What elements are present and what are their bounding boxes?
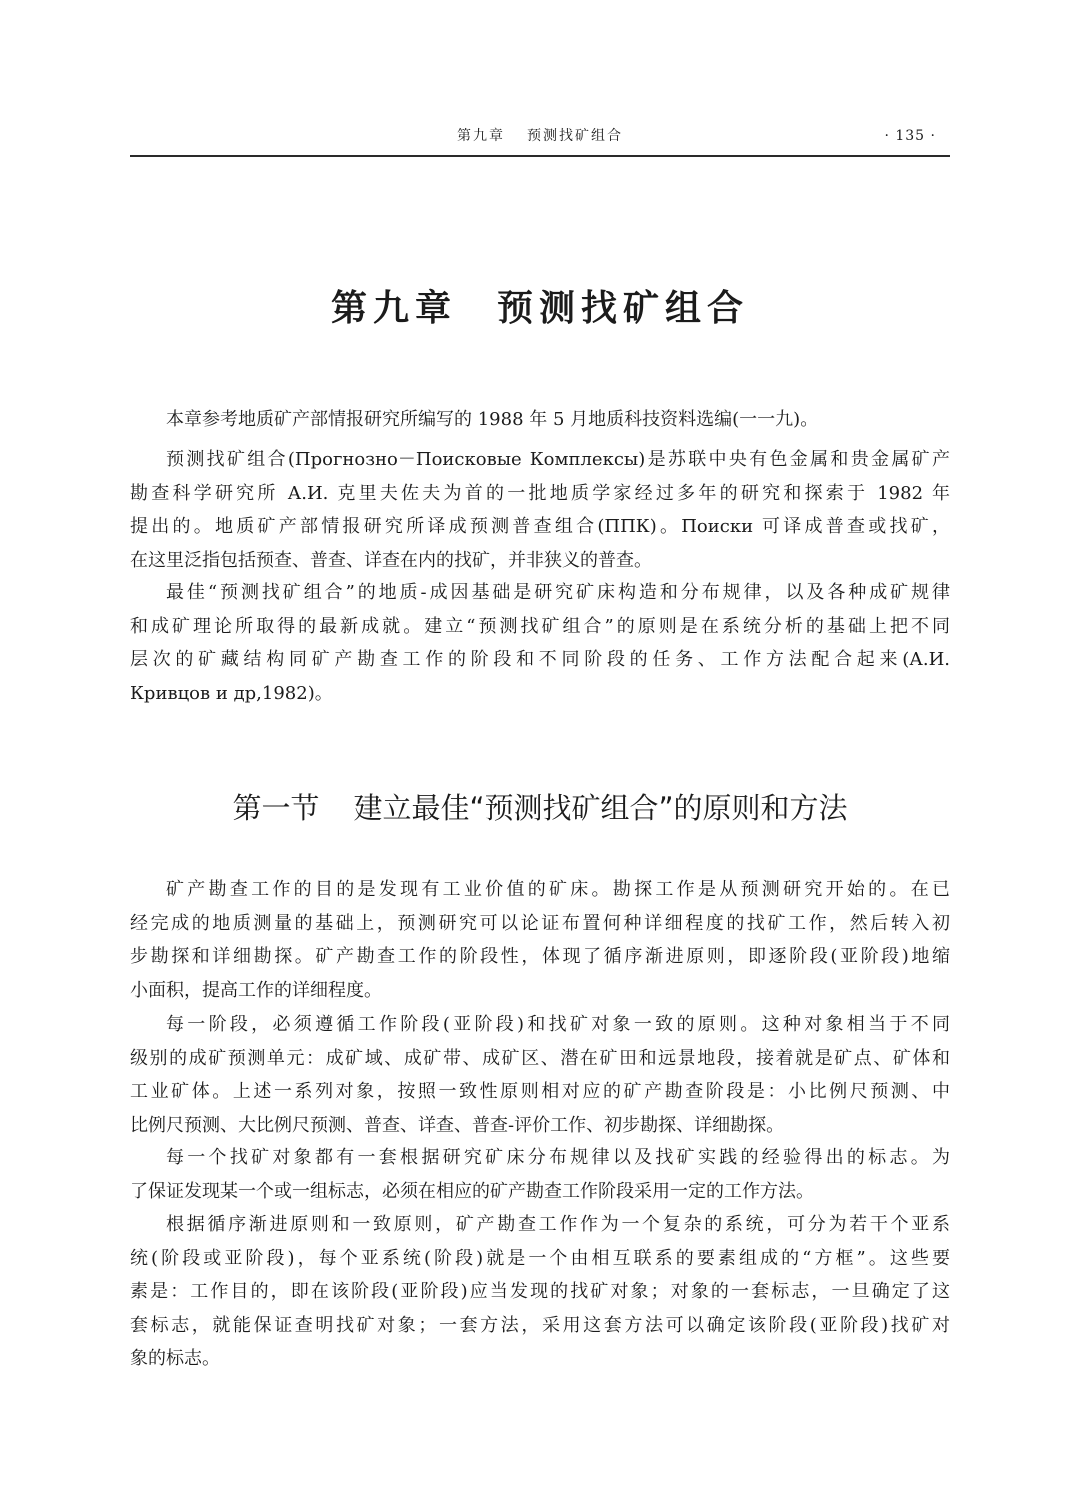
paragraph-line: 本章参考地质矿产部情报研究所编写的 1988 年 5 月地质科技资料选编(一一九)。 — [166, 409, 819, 430]
paragraph — [130, 403, 950, 437]
paragraph-line: 在这里泛指包括预查、普查、详查在内的找矿，并非狭义的普查。 — [130, 549, 652, 571]
paragraph-line: 比例尺预测、大比例尺预测、普查、详查、普查-评价工作、初步勘探、详细勘探。 — [130, 1114, 785, 1136]
paragraph — [130, 576, 950, 710]
running-header-title — [130, 124, 950, 148]
paragraph — [130, 443, 950, 577]
paragraph-line: 工业矿体。上述一系列对象，按照一致性原则相对应的矿产勘查阶段是：小比例尺预测、中 — [130, 1081, 950, 1103]
paragraph-line: 素是：工作目的，即在该阶段(亚阶段)应当发现的找矿对象；对象的一套标志，一旦确定了这 — [130, 1281, 950, 1303]
paragraph-line: 和成矿理论所取得的最新成就。建立“预测找矿组合”的原则是在系统分析的基础上把不同 — [130, 615, 950, 637]
paragraph — [130, 873, 950, 1007]
running-header-chapter-title: 预测找矿组合 — [527, 128, 623, 144]
running-header — [130, 124, 950, 148]
paragraph — [130, 1141, 950, 1208]
chapter-number: 第九章 — [330, 287, 457, 329]
paragraph-line: 了保证发现某一个或一组标志，必须在相应的矿产勘查工作阶段采用一定的工作方法。 — [130, 1180, 814, 1202]
paragraph-line: 套标志，就能保证查明找矿对象；一套方法，采用这套方法可以确定该阶段(亚阶段)找矿对 — [130, 1314, 950, 1336]
paragraph-line: 每一个找矿对象都有一套根据研究矿床分布规律以及找矿实践的经验得出的标志。为 — [166, 1147, 950, 1168]
paragraph-line: 每一阶段，必须遵循工作阶段(亚阶段)和找矿对象一致的原则。这种对象相当于不同 — [166, 1014, 950, 1035]
paragraph-line: 象的标志。 — [130, 1348, 220, 1370]
paragraph-line: 经完成的地质测量的基础上，预测研究可以论证布置何种详细程度的找矿工作，然后转入初 — [130, 912, 950, 934]
paragraph-line: Кривцов и др,1982)。 — [130, 682, 333, 704]
paragraph-line: 矿产勘查工作的目的是发现有工业价值的矿床。勘探工作是从预测研究开始的。在已 — [166, 879, 950, 900]
section-number: 第一节 — [232, 791, 320, 825]
section-heading — [0, 788, 1080, 828]
paragraph-line: 最佳“预测找矿组合”的地质-成因基础是研究矿床构造和分布规律，以及各种成矿规律 — [166, 582, 950, 603]
paragraph-line: 统(阶段或亚阶段)，每个亚系统(阶段)就是一个由相互联系的要素组成的“方框”。这些要 — [130, 1247, 950, 1269]
chapter-title — [0, 284, 1080, 332]
header-rule — [130, 155, 950, 157]
paragraph-line: 小面积，提高工作的详细程度。 — [130, 979, 382, 1001]
chapter-name: 预测找矿组合 — [497, 287, 750, 329]
paragraph-line: 勘查科学研究所 А.И. 克里夫佐夫为首的一批地质学家经过多年的研究和探索于 1982 年 — [130, 482, 950, 504]
section-title: 建立最佳“预测找矿组合”的原则和方法 — [353, 791, 848, 825]
paragraph-line: 根据循序渐进原则和一致原则，矿产勘查工作作为一个复杂的系统，可分为若干个亚系 — [166, 1214, 950, 1235]
paragraph-line: 层次的矿藏结构同矿产勘查工作的阶段和不同阶段的任务、工作方法配合起来(А.И. — [130, 649, 950, 671]
paragraph-line: 步勘探和详细勘探。矿产勘查工作的阶段性，体现了循序渐进原则，即逐阶段(亚阶段)地缩 — [130, 946, 950, 968]
paragraph-line: 级别的成矿预测单元：成矿域、成矿带、成矿区、潜在矿田和远景地段，接着就是矿点、矿体和 — [130, 1047, 950, 1069]
paragraph-line: 预测找矿组合(Прогнозно－Поисковые Комплексы)是苏联中央有色金属和贵金属矿产 — [166, 449, 950, 470]
running-header-chapter: 第九章 — [457, 128, 505, 144]
paragraph — [130, 1208, 950, 1376]
page-number: · 135 · — [884, 128, 936, 144]
paragraph — [130, 1008, 950, 1142]
paragraph-line: 提出的。地质矿产部情报研究所译成预测普查组合(ППК)。Поиски 可译成普查或找矿， — [130, 516, 950, 538]
